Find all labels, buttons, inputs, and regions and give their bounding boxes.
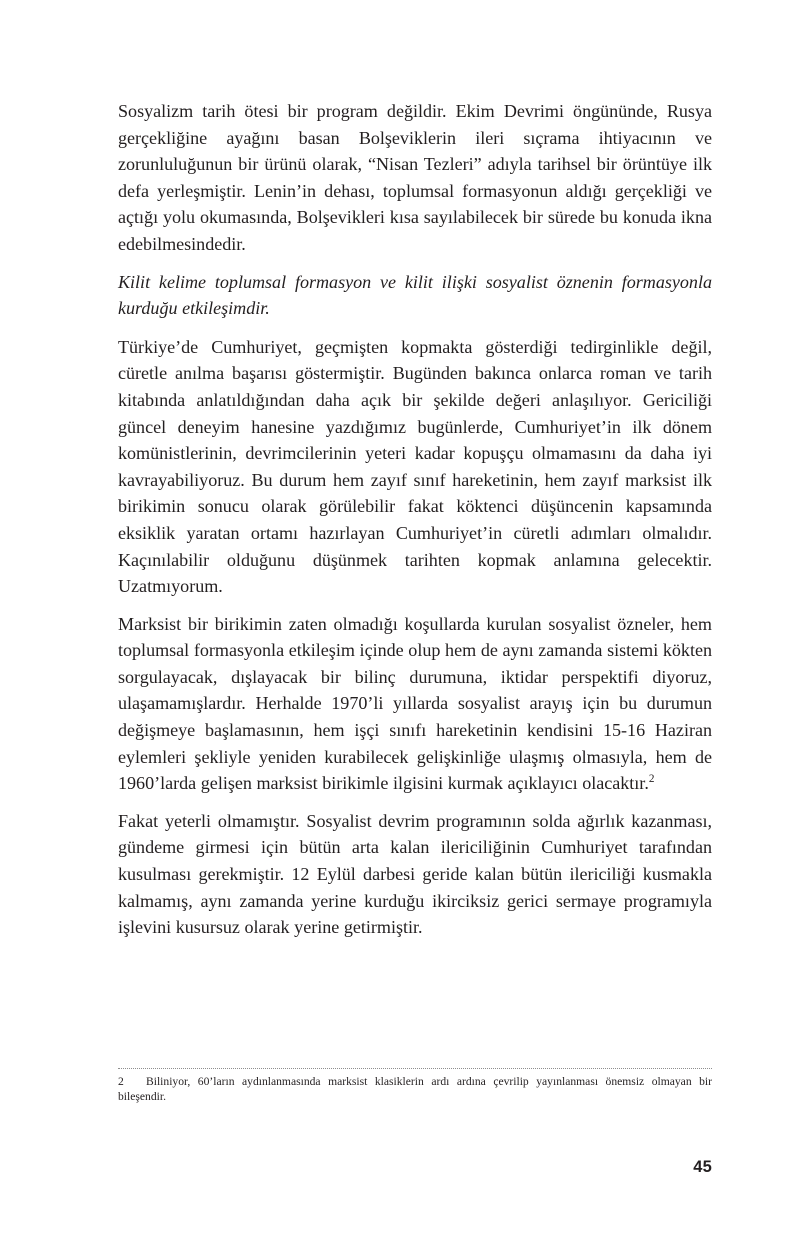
paragraph-4-text: Marksist bir birikimin zaten olmadığı koşullarda kurulan sosyalist özneler, hem toplumsal formasyonla etkileşim içinde olup hem de aynı zamanda sistemi kökten sorgulayacak, dışlayacak bir bilinç durumuna, iktidar perspektifi diyoruz, ulaşamamışlardır. Herhalde 1970’li yıllarda sosyalist arayış için bu durumun değişmeye başlamasının, hem işçi sınıfı hareketinin kendisini 15-16 Haziran eylemleri şekliyle yeniden kurabilecek gelişkinliğe ulaşmış olmasıyla, hem de 1960’larda gelişen marksist birikimle ilgisini kurmak açıklayıcı olacaktır. [118, 613, 712, 794]
body-text-column [118, 98, 712, 941]
paragraph-4 [118, 611, 712, 797]
paragraph-3: Türkiye’de Cumhuriyet, geçmişten kopmakta gösterdiği tedirginlikle değil, cüretle anılma başarısı göstermiştir. Bugünden bakınca onlarca roman ve tarih kitabında anlatıldığından daha açık bir şekilde değeri anlaşılıyor. Gericiliği güncel deneyim hanesine yazdığımız bugünlerde, Cumhuriyet’in ilk dönem komünistlerinin, devrimcilerinin yeteri kadar kopuşçu olmamasını da daha iyi kavrayabiliyoruz. Bu durum hem zayıf sınıf hareketinin, hem zayıf marksist ilk birikimin sonucu olarak görülebilir fakat köktenci düşüncenin kapsamında eksiklik yaratan ortamı hazırlayan Cumhuriyet’in cüretli adımları olmalıdır. Kaçınılabilir olduğunu düşünmek tarihten kopmak anlamına gelecektir. Uzatmıyorum. [118, 336, 712, 597]
footnote-area [118, 1068, 712, 1105]
footnote-number: 2 [118, 1075, 124, 1088]
footnote-text: Biliniyor, 60’ların aydınlanmasında marksist klasiklerin ardı ardına çevrilip yayınlanması önemsiz olmayan bir bileşendir. [118, 1075, 712, 1104]
footnote-entry [118, 1074, 712, 1105]
paragraph-1: Sosyalizm tarih ötesi bir program değildir. Ekim Devrimi öngününde, Rusya gerçekliğine ayağını basan Bolşeviklerin ileri sıçrama ihtiyacının ve zorunluluğunun bir ürünü olarak, “Nisan Tezleri” adıyla tarihsel bir örüntüye ilk defa yerleşmiştir. Lenin’in dehası, toplumsal formasyonun aldığı gerçekliği ve açtığı yolu okumasında, Bolşevikleri kısa sayılabilecek bir sürede bu konuda ikna edebilmesindedir. [118, 101, 712, 254]
footnote-reference-marker[interactable]: 2 [648, 773, 655, 786]
paragraph-5: Fakat yeterli olmamıştır. Sosyalist devrim programının solda ağırlık kazanması, gündeme girmesi için bütün arta kalan ilericiliğinin Cumhuriyet tarafından kusulması gerekmiştir. 12 Eylül darbesi geride kalan bütün ilericiliği kusmakla kalmamış, aynı zamanda yerine kurduğu ikirciksiz gerici sermaye programıyla işlevini kusursuz olarak yerine getirmiştir. [118, 810, 712, 938]
page-number: 45 [693, 1158, 712, 1176]
footnote-separator-rule [118, 1068, 712, 1069]
paragraph-2-emphasis: Kilit kelime toplumsal formasyon ve kilit ilişki sosyalist öznenin formasyonla kurduğu etkileşimdir. [118, 271, 712, 319]
